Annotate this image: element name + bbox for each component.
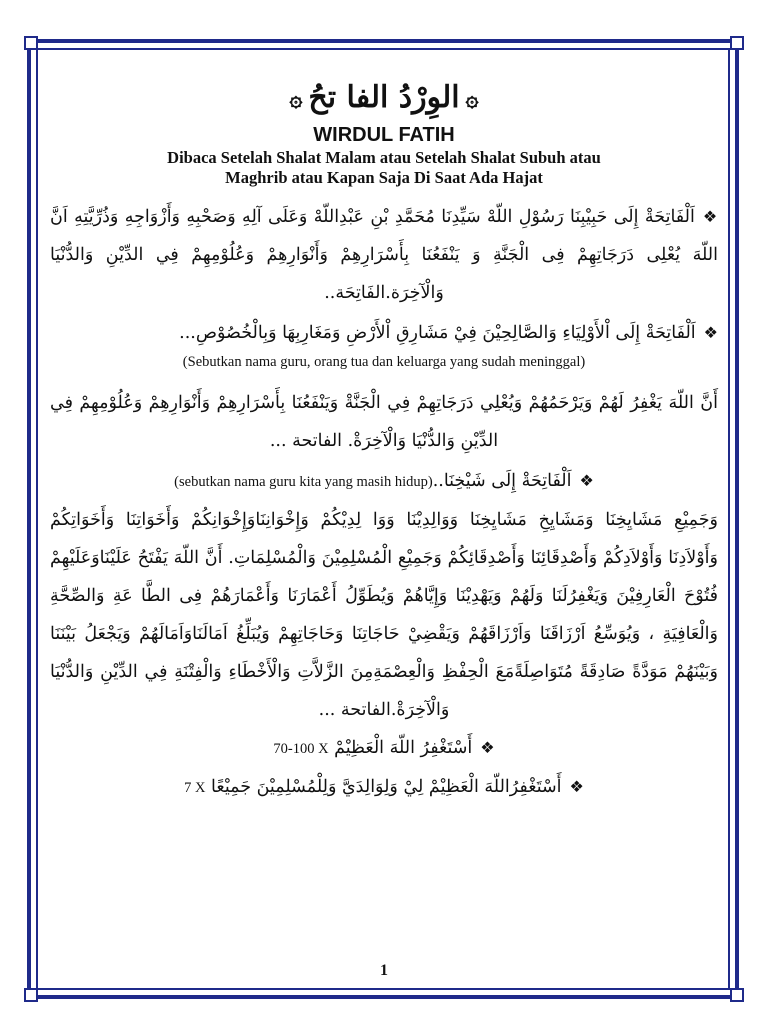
page-content xyxy=(50,74,718,807)
istighfar-line-1 xyxy=(50,729,718,768)
section-1-text: اَلْفَاتِحَةْ إِلَى حَبِيْبِنَا رَسُوْلِ اللّهْ سَيِّدِنَا مُحَمَّدِ بْنِ عَبْدِاللّهْ وَعَلَى آلِهِ وَصَحْبِهِ وَأَزْوَاجِهِ وَذُرِّيَّتِهِ اَنَّ اللّهَ يُعْلِى دَرَجَاتِهِمْ فِى الْجَنَّةِ وَ يَنْفَعُنَا بِأَسْرَارِهِمْ وَأَنْوَارِهِمْ وَعُلُوْمِهِمْ فِي الدِّيْنِ وَالدُّنْيَا وَالْآخِرَة.الفَاتِحَة.. xyxy=(50,207,718,303)
istighfar-2-text: أَسْتَغْفِرُاللّهَ الْعَظِيْمْ لِيْ وَلِوَالِدَيَّ وَلِلْمُسْلِمِيْنَ جَمِيْعًا xyxy=(211,777,562,797)
page-number: 1 xyxy=(380,962,388,979)
section-1-paragraph xyxy=(50,198,718,312)
arabic-title xyxy=(50,74,718,122)
istighfar-line-2 xyxy=(50,768,718,807)
diamond-bullet-icon: ❖ xyxy=(703,323,718,342)
frame-corner-ornament xyxy=(730,988,744,1002)
frame-corner-ornament xyxy=(24,36,38,50)
istighfar-1-text: أَسْتَغْفِرُ اللّهَ الْعَظِيْمْ xyxy=(334,738,473,758)
section-2-paragraph xyxy=(50,314,718,352)
diamond-bullet-icon: ❖ xyxy=(569,777,584,796)
frame-corner-ornament xyxy=(730,36,744,50)
section-3-lead-arabic: اَلْفَاتِحَةْ إِلَى شَيْخِنَا.. xyxy=(432,471,572,491)
diamond-bullet-icon: ❖ xyxy=(480,738,495,757)
diamond-bullet-icon: ❖ xyxy=(702,207,719,226)
diamond-bullet-icon: ❖ xyxy=(579,471,594,490)
section-3-lead-note: (sebutkan nama guru kita yang masih hidup) xyxy=(174,474,433,490)
arabic-title-text: الوِرْدُ الفا تحُ xyxy=(308,80,460,115)
section-2-text: اَلْفَاتِحَةْ إِلَى اْلأَوْلِيَاءِ وَالصَّالِحِيْنَ فِيْ مَشَارِقِ اْلأَرْضِ وَمَغَارِبِهَا وَبِالْخُصُوْصِ... xyxy=(179,323,696,343)
section-3-lead xyxy=(50,462,718,501)
subtitle-line-1: Dibaca Setelah Shalat Malam atau Setelah Shalat Subuh atau xyxy=(167,148,601,167)
section-2-prayer: أَنَّ اللّهَ يَغْفِرُ لَهُمْ وَيَرْحَمُهُمْ وَيُعْلِي دَرَجَاتِهِمْ فِي الْجَنَّةْ وَيَنْفَعُنَا بِأَسْرَارِهِمْ وَأَنْوَارِهِمْ وَعُلُوْمِهِمْ فِي الدِّيْنِ وَالدُّنْيَا وَالْآخِرَةْ. الفاتحة ... xyxy=(50,393,718,451)
frame-corner-ornament xyxy=(24,988,38,1002)
subtitle-line-2: Maghrib atau Kapan Saja Di Saat Ada Hajat xyxy=(225,168,543,187)
section-3-paragraph: وَجَمِيْعِ مَشَايِخِنَا وَمَشَايِخِ مَشَايِخِنَا وَوَالِدِيْنَا وَوَا لِدِيْكُمْ وَإِخْوَانِنَاوَإِخْوَانِكُمْ وَأَخَوَاتِنَا وَأَخَوَاتِكُمْ وَأَوْلاَدِنَا وَأَوْلاَدِكُمْ وَأَصْدِقَائِنَا وَأَصْدِقَائِكُمْ وَجَمِيْعِ الْمُسْلِمِيْنَ وَالْمُسْلِمَاتِ. أَنَّ اللّهَ يَفْتَحُ عَلَيْنَاوَعَلَيْهِمْ فُتُوْحَ الْعَارِفِيْنَ وَيَغْفِرُلَنَا وَلَهُمْ وَيَهْدِيْنَا وَإِيَّاهُمْ وَيُطَوِّلُ أَعْمَارَنَا وَأَعْمَارَهُمْ فِى الطَّا عَةِ وَالصِّحَّةِ وَالْعَافِيَةِ ، وَيُوَسِّعُ اَرْزَاقَنَا وَاَرْزَاقَهُمْ وَيَقْضِيْ حَاجَاتِنَا وَحَاجَاتِهِمْ وَيُبَلِّغُ اَمَالَنَاوَاَمَالَهُمْ وَيَجْعَلُ بَيْنَنَا وَبَيْنَهُمْ مَوَدَّةً صَادِقَةً مُتَوَاصِلَةًمَعَ الْحِفْظِ وَالْعِصْمَةِمِنَ الزَّلاَّتِ وَالْأَخْطَاءِ وَالْفِتْنَةِ فِي الدِّيْنِ وَالدُّنْيَا وَالْآخِرَةْ.الفاتحة ... xyxy=(50,510,718,720)
ornament-icon: ۞ xyxy=(289,86,303,112)
latin-title: WIRDUL FATIH xyxy=(313,124,455,146)
ornament-icon: ۞ xyxy=(465,86,479,112)
istighfar-1-count: 70-100 X xyxy=(273,741,329,757)
section-2-note: (Sebutkan nama guru, orang tua dan keluarga yang sudah meninggal) xyxy=(182,354,586,370)
istighfar-2-count: 7 X xyxy=(184,780,206,796)
